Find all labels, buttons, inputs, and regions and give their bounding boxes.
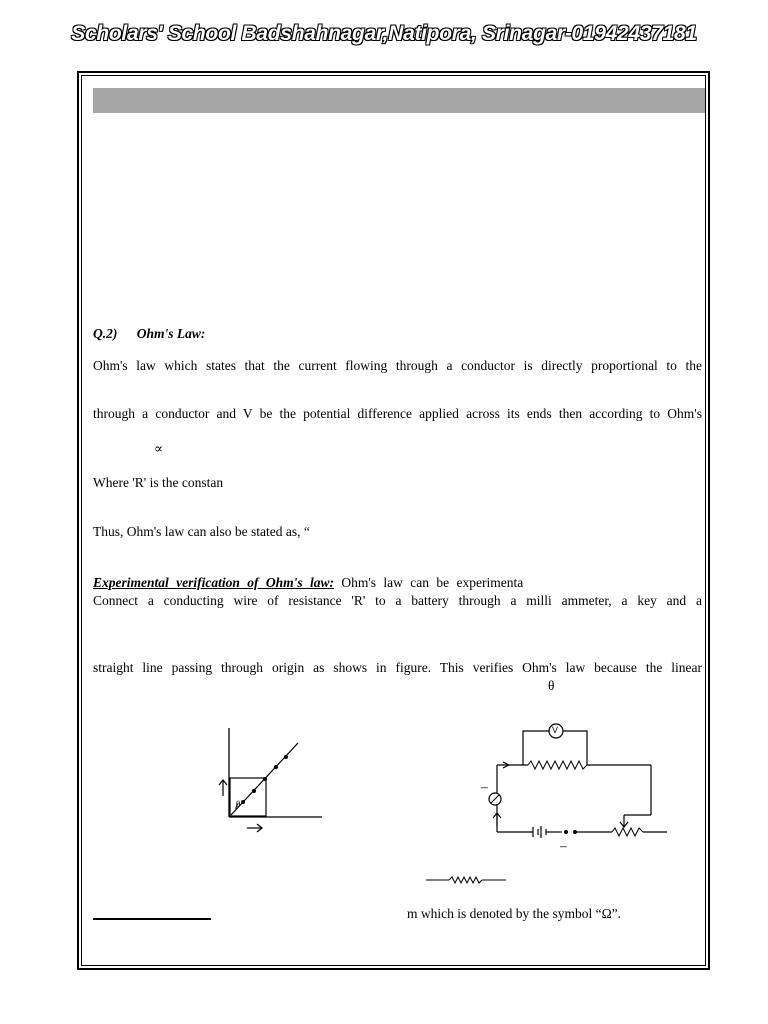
minus-label-bottom: – [560, 838, 567, 853]
question-number: Q.2) [93, 326, 118, 341]
paragraph-line-5: Connect a conducting wire of resistance 'R' to a battery through a milli ammeter, a key and a [93, 593, 702, 608]
paragraph-line-2: through a conductor and V be the potential difference applied across its ends then according to Ohm's [93, 406, 702, 421]
underline-rule [93, 918, 211, 920]
question-title: Ohm's Law: [136, 326, 206, 341]
paragraph-line-3: Where 'R' is the constan [93, 475, 224, 490]
experiment-heading: Experimental verification of Ohm's law: [93, 575, 334, 590]
proportional-symbol: ∝ [154, 441, 164, 456]
voltmeter-label: V [552, 725, 559, 735]
paragraph-line-6: straight line passing through origin as shows in figure. This verifies Ohm's law because the linear [93, 660, 702, 675]
school-header: Scholars' School Badshahnagar,Natipora, Srinagar-01942437181 [71, 22, 697, 45]
experiment-intro: Ohm's law can be experimenta [334, 575, 524, 590]
graph-theta-label: θ [236, 799, 241, 809]
final-line: m which is denoted by the symbol “Ω”. [407, 906, 621, 921]
theta-symbol: θ [548, 678, 555, 693]
minus-label-left: – [481, 779, 488, 794]
paragraph-line-1: Ohm's law which states that the current flowing through a conductor is directly proportional to the [93, 358, 702, 373]
paragraph-line-4: Thus, Ohm's law can also be stated as, “ [93, 524, 310, 539]
